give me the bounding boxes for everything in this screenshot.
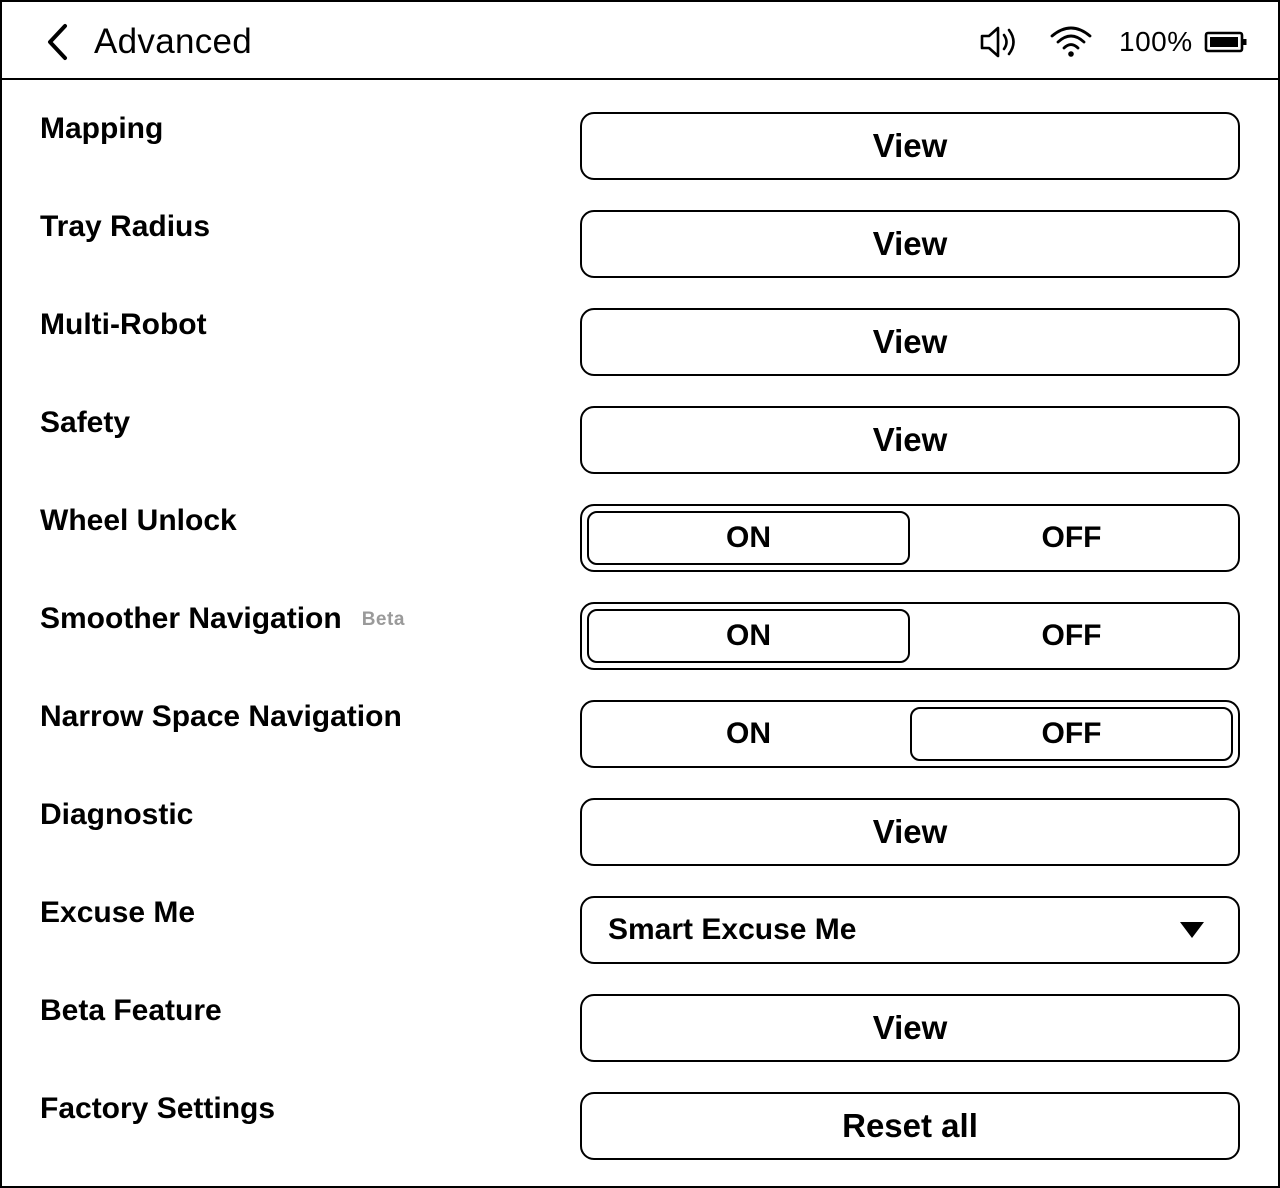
battery-percent: 100% (1119, 26, 1193, 57)
wifi-icon (1048, 22, 1094, 62)
wheel-unlock-off-option[interactable]: OFF (1041, 521, 1102, 554)
wheel-unlock-on-option[interactable]: ON (587, 511, 910, 565)
wifi-indicator[interactable] (1048, 20, 1094, 64)
mapping-view-button[interactable]: View (580, 112, 1240, 180)
battery-icon (1204, 30, 1248, 54)
smoother-navigation-on-option[interactable]: ON (587, 609, 910, 663)
row-label: Safety (40, 406, 131, 439)
row-multi-robot (2, 276, 1278, 374)
back-button[interactable] (36, 20, 80, 64)
row-excuse-me (2, 864, 1278, 962)
row-label: Tray Radius (40, 210, 211, 243)
beta-feature-view-button[interactable]: View (580, 994, 1240, 1062)
volume-icon (976, 22, 1020, 62)
row-wheel-unlock (2, 472, 1278, 570)
row-label: Wheel Unlock (40, 504, 237, 537)
diagnostic-view-button[interactable]: View (580, 798, 1240, 866)
narrow-space-navigation-toggle (580, 700, 1240, 768)
narrow-space-navigation-on-option[interactable]: ON (726, 717, 771, 750)
excuse-me-dropdown[interactable] (580, 896, 1240, 964)
row-label: Mapping (40, 112, 164, 145)
top-bar (2, 2, 1278, 80)
row-tray-radius (2, 178, 1278, 276)
reset-all-button[interactable]: Reset all (580, 1092, 1240, 1160)
row-label: Excuse Me (40, 896, 196, 929)
chevron-left-icon (43, 22, 73, 62)
row-label-text: Smoother Navigation (40, 602, 342, 635)
beta-badge: Beta (361, 609, 405, 630)
volume-indicator[interactable] (976, 20, 1020, 64)
smoother-navigation-off-option[interactable]: OFF (1041, 619, 1102, 652)
caret-down-icon (1178, 920, 1206, 940)
multi-robot-view-button[interactable]: View (580, 308, 1240, 376)
row-diagnostic (2, 766, 1278, 864)
row-beta-feature (2, 962, 1278, 1060)
row-factory-settings (2, 1060, 1278, 1158)
row-label (40, 570, 405, 668)
row-narrow-space-navigation (2, 668, 1278, 766)
row-smoother-navigation (2, 570, 1278, 668)
row-safety (2, 374, 1278, 472)
excuse-me-selected-value: Smart Excuse Me (608, 913, 857, 946)
safety-view-button[interactable]: View (580, 406, 1240, 474)
row-label: Multi-Robot (40, 308, 207, 341)
narrow-space-navigation-off-option[interactable]: OFF (910, 707, 1233, 761)
smoother-navigation-toggle (580, 602, 1240, 670)
row-label: Narrow Space Navigation (40, 700, 402, 733)
wheel-unlock-toggle (580, 504, 1240, 572)
tray-radius-view-button[interactable]: View (580, 210, 1240, 278)
row-label: Factory Settings (40, 1092, 276, 1125)
battery-indicator (1204, 20, 1248, 64)
page-title: Advanced (94, 22, 253, 61)
row-label: Diagnostic (40, 798, 194, 831)
row-mapping (2, 80, 1278, 178)
row-label: Beta Feature (40, 994, 222, 1027)
